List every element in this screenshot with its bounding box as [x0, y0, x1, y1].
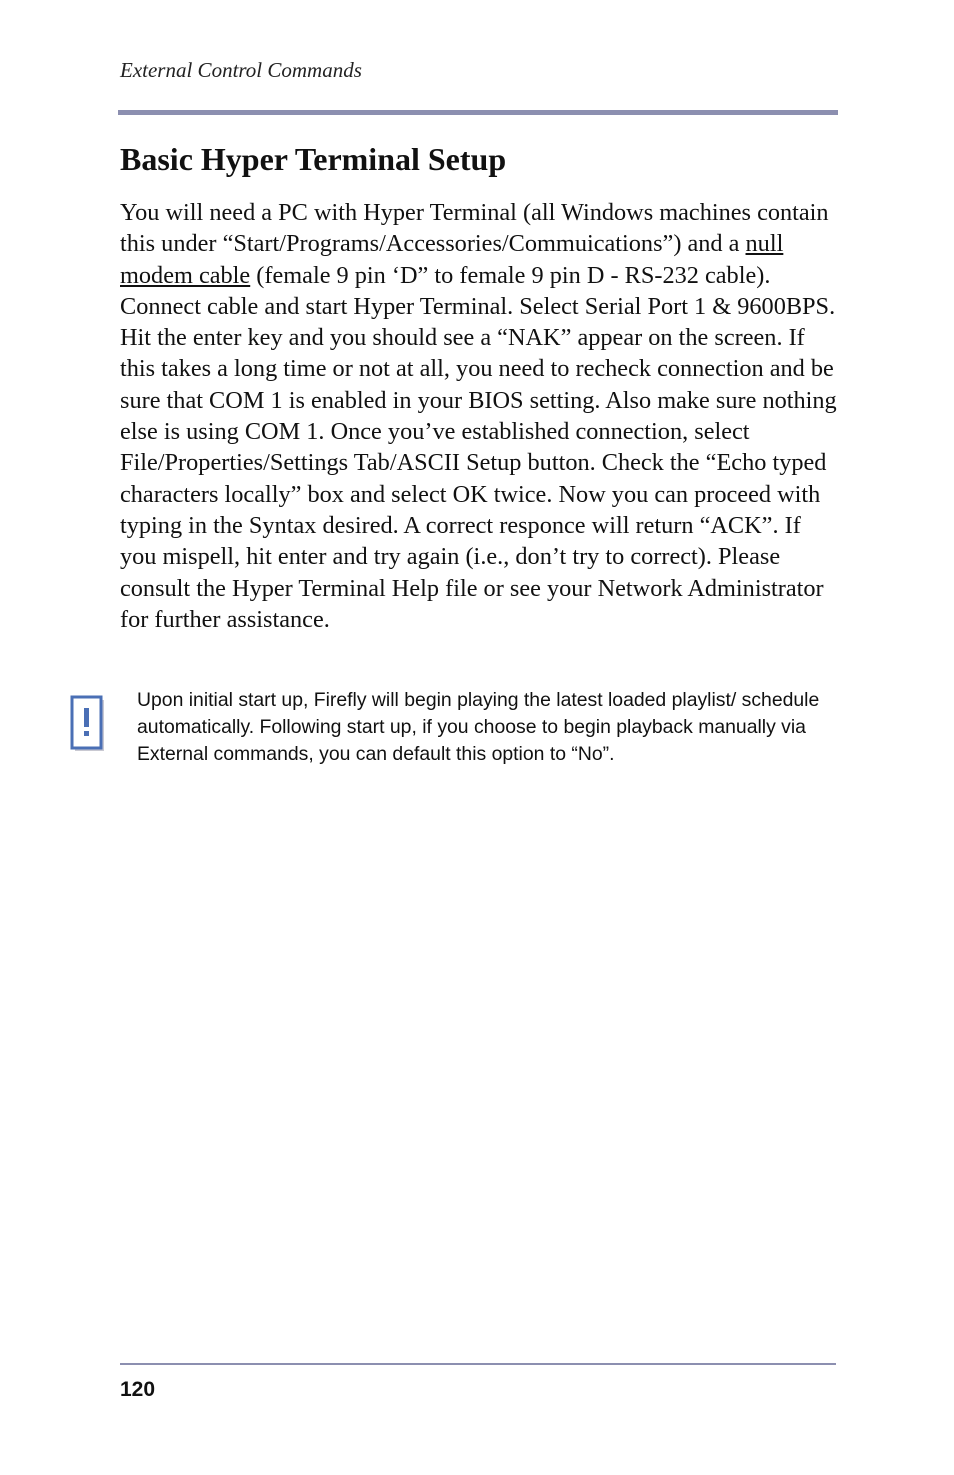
section-title: Basic Hyper Terminal Setup	[120, 141, 507, 177]
body-text-part-1: You will need a PC with Hyper Terminal (all Windows machines contain this under “Start/Programs/Accessories/Commuications”) and a	[120, 199, 829, 258]
footer-rule	[120, 1363, 836, 1365]
note-text: Upon initial start up, Firefly will begin playing the latest loaded playlist/ schedule automatically. Following start up, if you choose to begin playback manually via External commands, you can default this option to “No”.	[137, 689, 820, 765]
body-paragraph	[120, 197, 840, 635]
header-rule	[118, 110, 838, 115]
null-modem-cable-term: null modem cable	[120, 230, 784, 289]
running-header: External Control Commands	[120, 58, 362, 82]
body-text-part-2: (female 9 pin ‘D” to female 9 pin D - RS-232 cable). Connect cable and start Hyper Terminal. Select Serial Port 1 & 9600BPS. Hit the enter key and you should see a “NAK” appear on the screen. If this takes a long time or not at all, you need to recheck connection and be sure that COM 1 is enabled in your BIOS setting. Also make sure nothing else is using COM 1. Once you’ve established connection, select File/Properties/Settings Tab/ASCII Setup button. Check the “Echo typed characters locally” box and select OK twice. Now you can proceed with typing in the Syntax desired. A correct responce will return “ACK”. If you mispell, hit enter and try again (i.e., don’t try to correct). Please consult the Hyper Terminal Help file or see your Network Administrator for further assistance.	[120, 261, 837, 633]
exclamation-note-icon	[70, 695, 106, 753]
page-number: 120	[120, 1378, 156, 1401]
